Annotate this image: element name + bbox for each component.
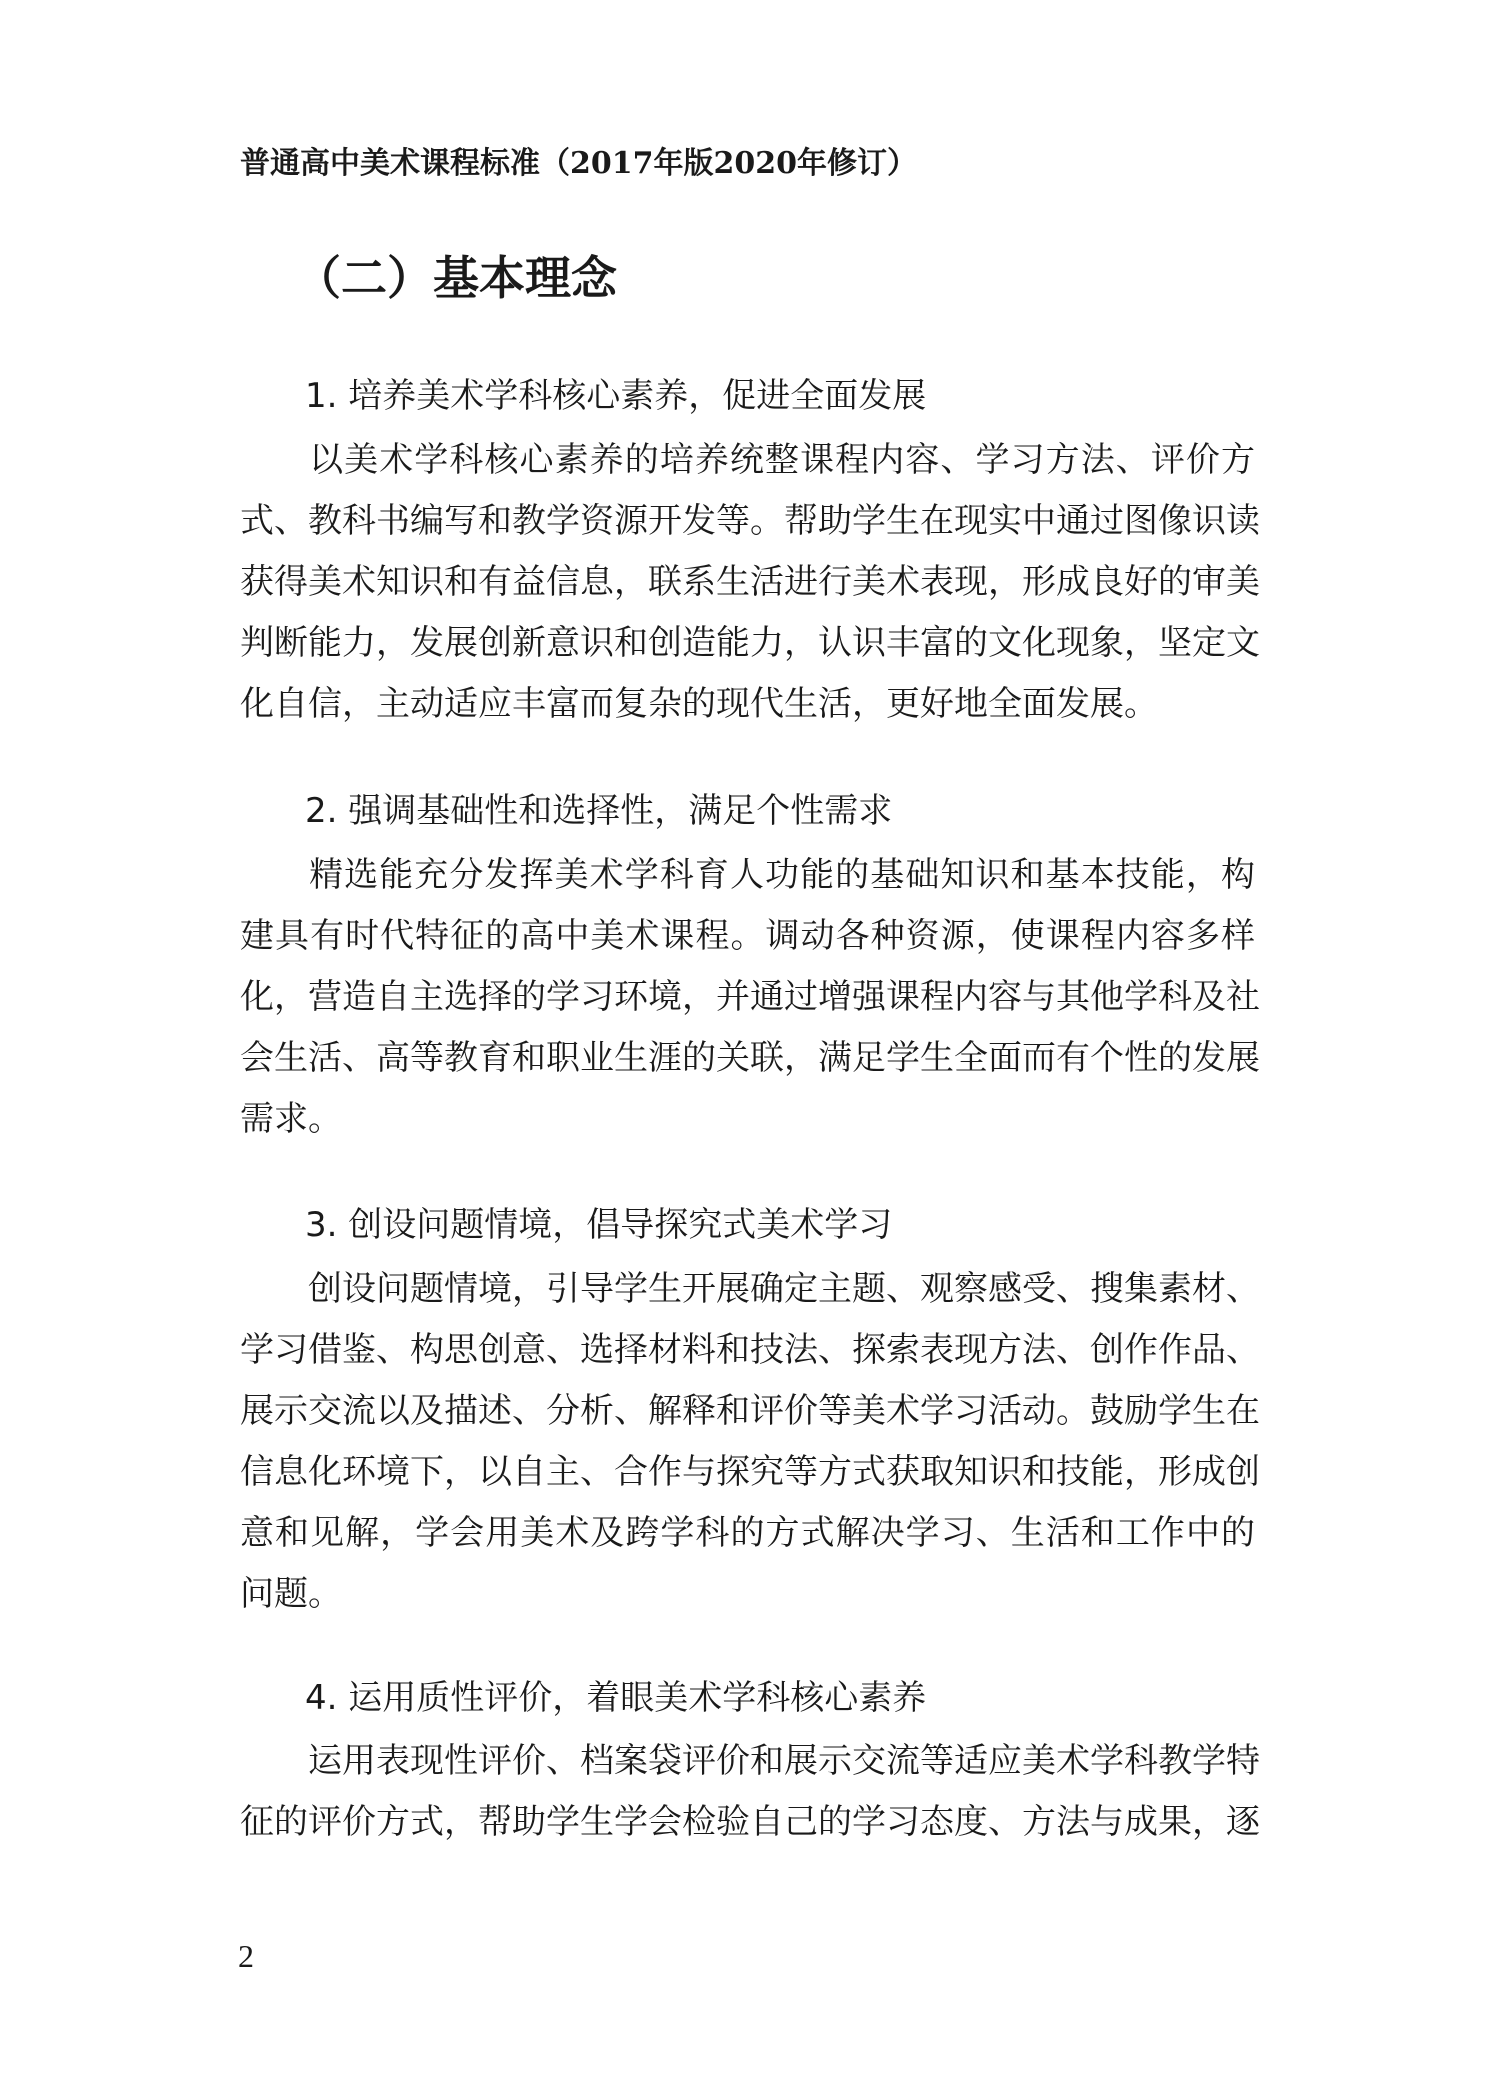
paragraph-line: 获得美术知识和有益信息，联系生活进行美术表现，形成良好的审美 [240, 562, 1260, 602]
subsection-4-paragraph [240, 1731, 1260, 1853]
subsection-3-title: 3. 创设问题情境，倡导探究式美术学习 [305, 1205, 893, 1245]
paragraph-line: 以美术学科核心素养的培养统整课程内容、学习方法、评价方 [308, 440, 1255, 480]
paragraph-line: 精选能充分发挥美术学科育人功能的基础知识和基本技能，构 [308, 855, 1255, 895]
subsection-2-title: 2. 强调基础性和选择性，满足个性需求 [305, 791, 893, 831]
paragraph-line: 会生活、高等教育和职业生涯的关联，满足学生全面而有个性的发展 [240, 1038, 1260, 1078]
paragraph-line: 问题。 [240, 1574, 342, 1614]
section-heading: （二）基本理念 [295, 251, 617, 305]
paragraph-line: 学习借鉴、构思创意、选择材料和技法、探索表现方法、创作作品、 [240, 1330, 1260, 1370]
paragraph-line: 意和见解，学会用美术及跨学科的方式解决学习、生活和工作中的 [240, 1513, 1255, 1553]
paragraph-line: 需求。 [240, 1099, 342, 1139]
paragraph-line: 征的评价方式，帮助学生学会检验自己的学习态度、方法与成果，逐 [240, 1802, 1260, 1842]
subsection-3-paragraph [240, 1259, 1260, 1625]
paragraph-line: 运用表现性评价、档案袋评价和展示交流等适应美术学科教学特 [308, 1741, 1260, 1781]
subsection-2-paragraph [240, 845, 1260, 1150]
subsection-1-paragraph [240, 430, 1260, 735]
paragraph-line: 建具有时代特征的高中美术课程。调动各种资源，使课程内容多样 [240, 916, 1255, 956]
paragraph-line: 化自信，主动适应丰富而复杂的现代生活，更好地全面发展。 [240, 684, 1158, 724]
page-number: 2 [238, 1938, 254, 1974]
subsection-1-title: 1. 培养美术学科核心素养，促进全面发展 [305, 376, 927, 416]
running-header: 普通高中美术课程标准（2017年版2020年修订） [240, 146, 917, 181]
paragraph-line: 式、教科书编写和教学资源开发等。帮助学生在现实中通过图像识读 [240, 501, 1260, 541]
paragraph-line: 创设问题情境，引导学生开展确定主题、观察感受、搜集素材、 [308, 1269, 1260, 1309]
paragraph-line: 信息化环境下，以自主、合作与探究等方式获取知识和技能，形成创 [240, 1452, 1260, 1492]
subsection-4-title: 4. 运用质性评价，着眼美术学科核心素养 [305, 1678, 927, 1718]
paragraph-line: 展示交流以及描述、分析、解释和评价等美术学习活动。鼓励学生在 [240, 1391, 1260, 1431]
paragraph-line: 化，营造自主选择的学习环境，并通过增强课程内容与其他学科及社 [240, 977, 1260, 1017]
paragraph-line: 判断能力，发展创新意识和创造能力，认识丰富的文化现象，坚定文 [240, 623, 1260, 663]
